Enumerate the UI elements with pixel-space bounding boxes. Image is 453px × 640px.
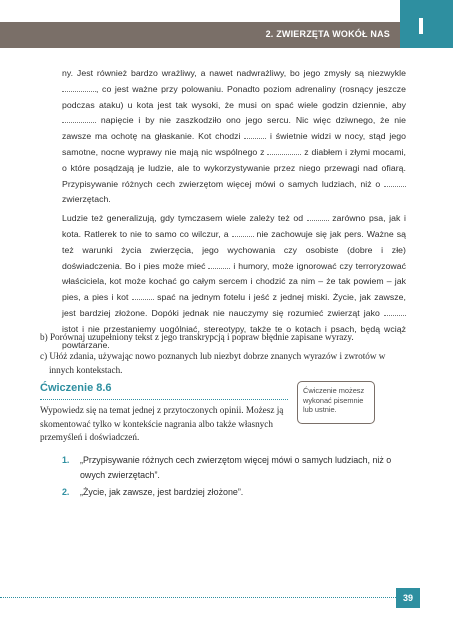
list-item: [62, 453, 392, 482]
blank-field[interactable]: [208, 261, 230, 269]
chapter-number-glyph: [419, 18, 423, 34]
list-text: „Przypisywanie różnych cech zwierzętom więcej mówi o samych ludziach, niż o owych zwierzętach”.: [80, 455, 392, 480]
exercise-title: Ćwiczenie 8.6: [40, 382, 112, 394]
page-number: 39: [396, 588, 420, 608]
exercise-instruction: Wypowiedz się na temat jednej z przytoczonych opinii. Możesz ją skomentować tylko w kontekście nagrania albo także własnych przemyśleń i doświadczeń.: [40, 405, 284, 443]
text-segment: ny. Jest również bardzo wrażliwy, a nawet nadwrażliwy, bo jego zmysły są niezwykle: [62, 68, 406, 78]
exercise-note-box: [297, 381, 375, 424]
task-c: c) Ułóż zdania, używając nowo poznanych lub niezbyt dobrze znanych wyrazów i zwrotów w innych kontekstach.: [40, 351, 386, 375]
text-segment: napięcie i by nie zaszkodziło ono jego sercu. Nic więc dziwnego, że nie zawsze ma ochotę na głaskanie. Kot chodzi: [62, 115, 406, 142]
blank-field[interactable]: [232, 229, 254, 237]
footer-divider: [0, 597, 396, 598]
exercise-note: Ćwiczenie możesz wykonać pisemnie lub ustnie.: [303, 386, 365, 415]
blank-field[interactable]: [384, 308, 406, 316]
text-segment: i świetnie widzi w nocy, stąd jego samotne, nocne wyprawy nie mają nic wspólnego z: [62, 131, 406, 157]
text-segment: , co jest ważne przy polowaniu. Ponadto poziom adrenaliny (rosnący jeszcze podczas ataku) u kota jest tak wysoki, że musi on spać wiele godzin dziennie, aby: [62, 83, 406, 110]
text-segment: zarówno psa, jak i kota. Ratlerek to nie to samo co wilczur, a: [62, 213, 406, 239]
text-segment: i humory, może ignorować czy terroryzować właściciela, kot może kochać go całym sercem i chodzić za nim – że tak powiem – jak pies, a pies i kot: [62, 260, 406, 303]
blank-field[interactable]: [132, 292, 154, 300]
blank-field[interactable]: [62, 115, 96, 123]
list-number: 2.: [62, 487, 70, 497]
blank-field[interactable]: [267, 147, 301, 155]
text-segment: Ludzie też generalizują, gdy tymczasem wiele zależy też od: [62, 213, 307, 224]
text-segment: spać na jednym fotelu i jeść z jednej miski. Życie, jak zawsze, jest bardziej złożone. Dopóki jednak nie nauczymy się rozumieć zwierząt jako: [62, 292, 406, 318]
opinion-list: [62, 453, 392, 500]
list-text: „Życie, jak zawsze, jest bardziej złożone”.: [80, 487, 244, 497]
main-text: [62, 66, 406, 353]
blank-field[interactable]: [244, 131, 266, 139]
chapter-header-bar: [0, 22, 400, 48]
blank-field[interactable]: [307, 213, 329, 221]
blank-field[interactable]: [384, 179, 406, 187]
exercise-divider: [40, 399, 288, 400]
paragraph-1: [62, 66, 406, 208]
task-b: b) Porównaj uzupełniony tekst z jego transkrypcją i popraw błędnie zapisane wyrazy.: [40, 332, 354, 342]
text-segment: z diabłem i złymi mocami, o które posądzają je ludzie, ale to wykorzystywanie przez niego przewagi nad ofiarą. Przypisywanie różnych cech zwierzętom więcej mówi o samych ludziach, niż o: [62, 146, 406, 189]
chapter-tab: [400, 0, 453, 48]
list-number: 1.: [62, 455, 70, 465]
list-item: [62, 485, 392, 500]
text-segment: nie zachowuje się jak pers. Ważne są też warunki życia zwierzęcia, jego wychowania czy osobiste (dobre i złe) doświadczenia. Bo i pies może mieć: [62, 228, 406, 271]
blank-field[interactable]: [62, 84, 96, 92]
chapter-title: 2. ZWIERZĘTA WOKÓŁ NAS: [265, 29, 390, 39]
text-segment: istot i nie przestaniemy uogólniać, stereotypy, także te o kotach i psach, będą wciąż powtarzane.: [62, 323, 406, 350]
text-segment: zwierzętach.: [62, 194, 111, 205]
